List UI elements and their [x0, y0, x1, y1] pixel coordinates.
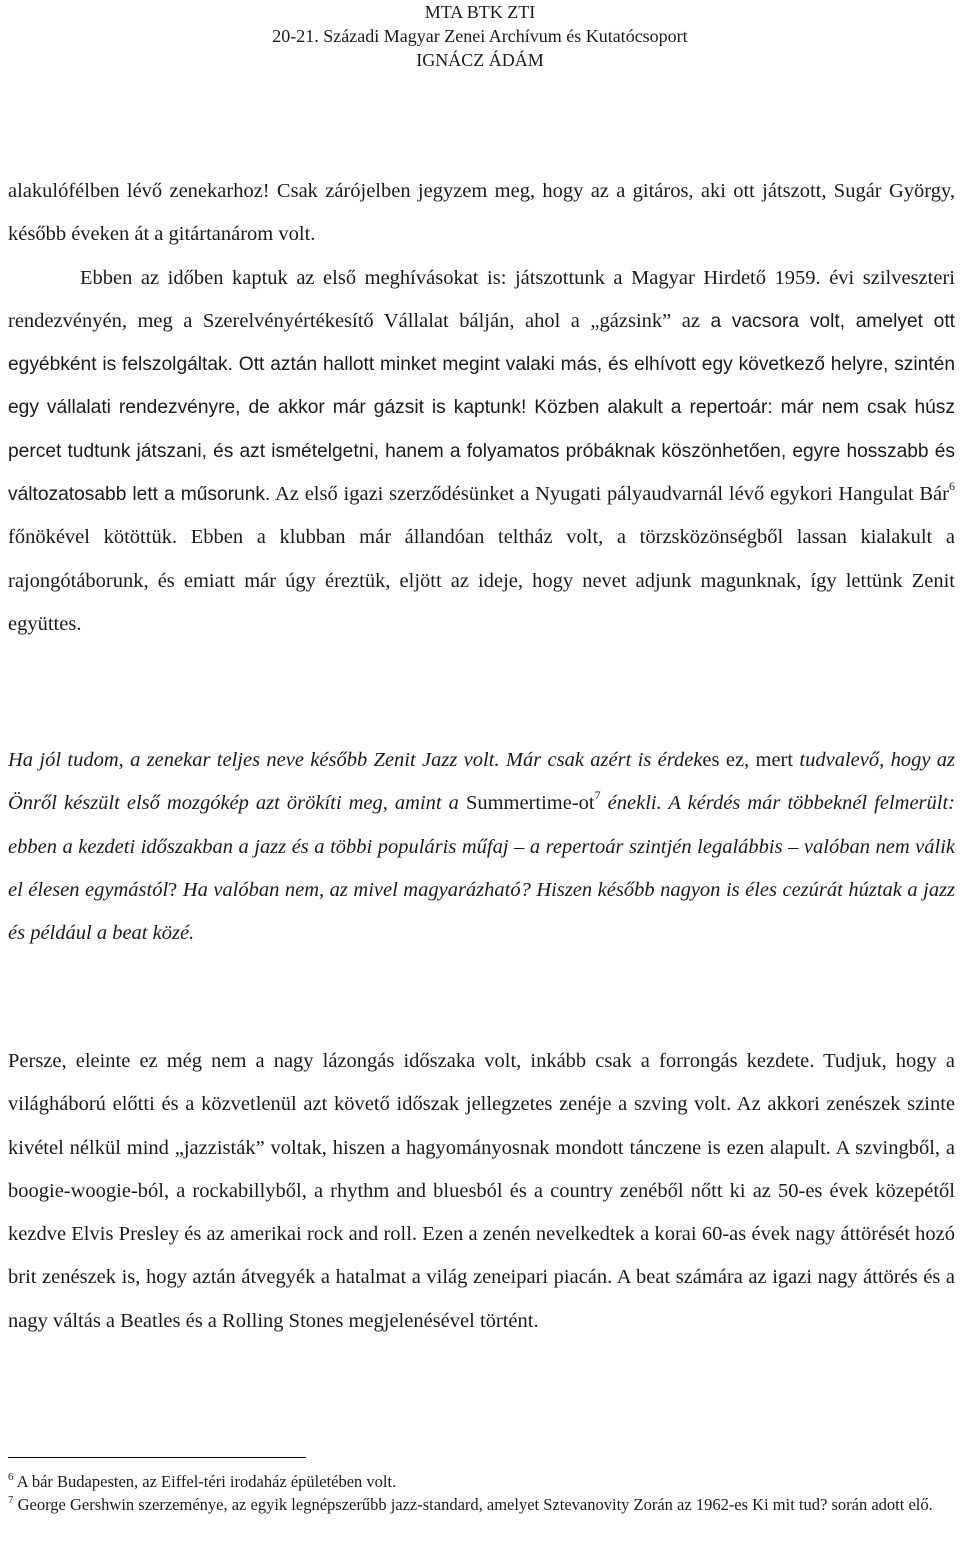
question-text: Ha valóban nem, az mivel magyarázható? Hiszen később nagyon is éles cezúrát húztak a jazz és például a beat közé. [8, 878, 956, 945]
footnote-divider [8, 1457, 306, 1458]
text-span: Ebben az időben kaptuk az első meghívásokat is: játszottunk a Magyar Hirdető 1959. évi szilveszteri rendezvényén, meg a Szerelvényértékesítő Vállalat bálján, ahol a „gázsink” az [8, 266, 955, 332]
header-institution: MTA BTK ZTI [424, 2, 536, 22]
page-header [0, 0, 960, 72]
text-span: Persze, eleinte ez még nem a nagy lázongás időszaka volt, inkább csak a forrongás kezdete. Tudjuk, hogy a világháború előtti és a közvetlenül azt követő időszak jellegzetes zenéje a szving volt. Az akkori zenészek szinte kivétel nélkül mind „jazzisták” voltak, hiszen a hagyományosnak mondott tánczene is ezen alapult. [8, 1050, 955, 1159]
text-span: Ezen a zenén nevelkedtek a korai 60-as évek nagy áttörését hozó brit zenészek is, hogy aztán átvegyék a hatalmat a világ zeneipari piacán. [8, 1223, 956, 1289]
text-span: A beat számára az igazi nagy áttörés és a nagy váltás a Beatles és a Rolling Stones megjelenésével történt. [8, 1266, 955, 1332]
question-text: Ha jól tudom, a zenekar teljes neve később Zenit Jazz volt. Már csak azért is érdek [8, 749, 703, 771]
footnote-text: A bár Budapesten, az Eiffel-téri irodaház épületében volt. [16, 1472, 397, 1491]
footnote-number: 6 [8, 1471, 14, 1483]
footnotes [8, 1470, 955, 1516]
song-title: Summertime-ot [465, 792, 595, 815]
header-department: 20-21. Századi Magyar Zenei Archívum és Kutatócsoport [272, 26, 688, 46]
footnote-text: George Gershwin szerzeménye, az egyik legnépszerűbb jazz-standard, amelyet Sztevanovity Zorán az 1962-es Ki mit tud? során adott elő. [17, 1495, 933, 1514]
question-text: tudvalevő, hogy az Önről készült első mozgókép azt örökíti meg, amint a [8, 749, 955, 815]
footnote-ref-6[interactable]: 6 [949, 479, 955, 494]
paragraph-question [8, 739, 955, 955]
footnote-7 [8, 1493, 955, 1516]
question-text: énekli. A kérdés már többeknél felmerült: ebben a kezdeti időszakban a jazz és a többi populáris műfaj – a repertoár szintjén legalábbis – valóban nem válik el élesen egymástól [8, 792, 956, 901]
text-span: A szvingből, a boogie-woogie-ból, a rockabillyből, a rhythm and bluesból és a country zenéből nőtt ki az 50-es évek közepétől kezdve Elvis Presley és az amerikai rock and roll. [8, 1136, 955, 1246]
footnote-ref-7[interactable]: 7 [594, 788, 601, 803]
footnote-number: 7 [8, 1494, 14, 1506]
paragraph-interview-2 [8, 1040, 955, 1343]
footnote-6 [8, 1470, 955, 1493]
text-span: alakulófélben lévő zenekarhoz! Csak zárójelben jegyzem meg, hogy az a gitáros, aki ott játszott, Sugár György, később éveken át a gitártanárom volt. [8, 180, 955, 246]
text-span: es ez, mert [702, 749, 794, 771]
paragraph-interview-1 [8, 170, 955, 646]
text-span: ? [168, 878, 178, 901]
text-span-sans: a vacsora volt, amelyet ott egyébként is felszolgáltak. Ott aztán hallott minket megint valaki más, és elhívott egy következő helyre, szintén egy vállalati rendezvényre, de akkor már gázsit is kaptunk! Közben alakult a repertoár: már nem csak húsz percet tudtunk játszani, és azt ismételgetni, hanem a folyamatos próbáknak köszönhetően, egyre hosszabb és változatosabb lett a műsorunk. [8, 310, 956, 506]
text-span: Ebben a klubban már állandóan teltház volt, a törzsközönségből lassan kialakult a rajongótáborunk, és emiatt már úgy éreztük, eljött az ideje, hogy nevet adjunk magunknak, így lettünk Zenit együttes. [8, 526, 955, 635]
text-span: főnökével kötöttük. [8, 526, 178, 549]
text-span: Az első igazi szerződésünket a Nyugati pályaudvarnál lévő egykori Hangulat Bár [274, 483, 949, 506]
header-author: IGNÁCZ ÁDÁM [416, 50, 544, 70]
